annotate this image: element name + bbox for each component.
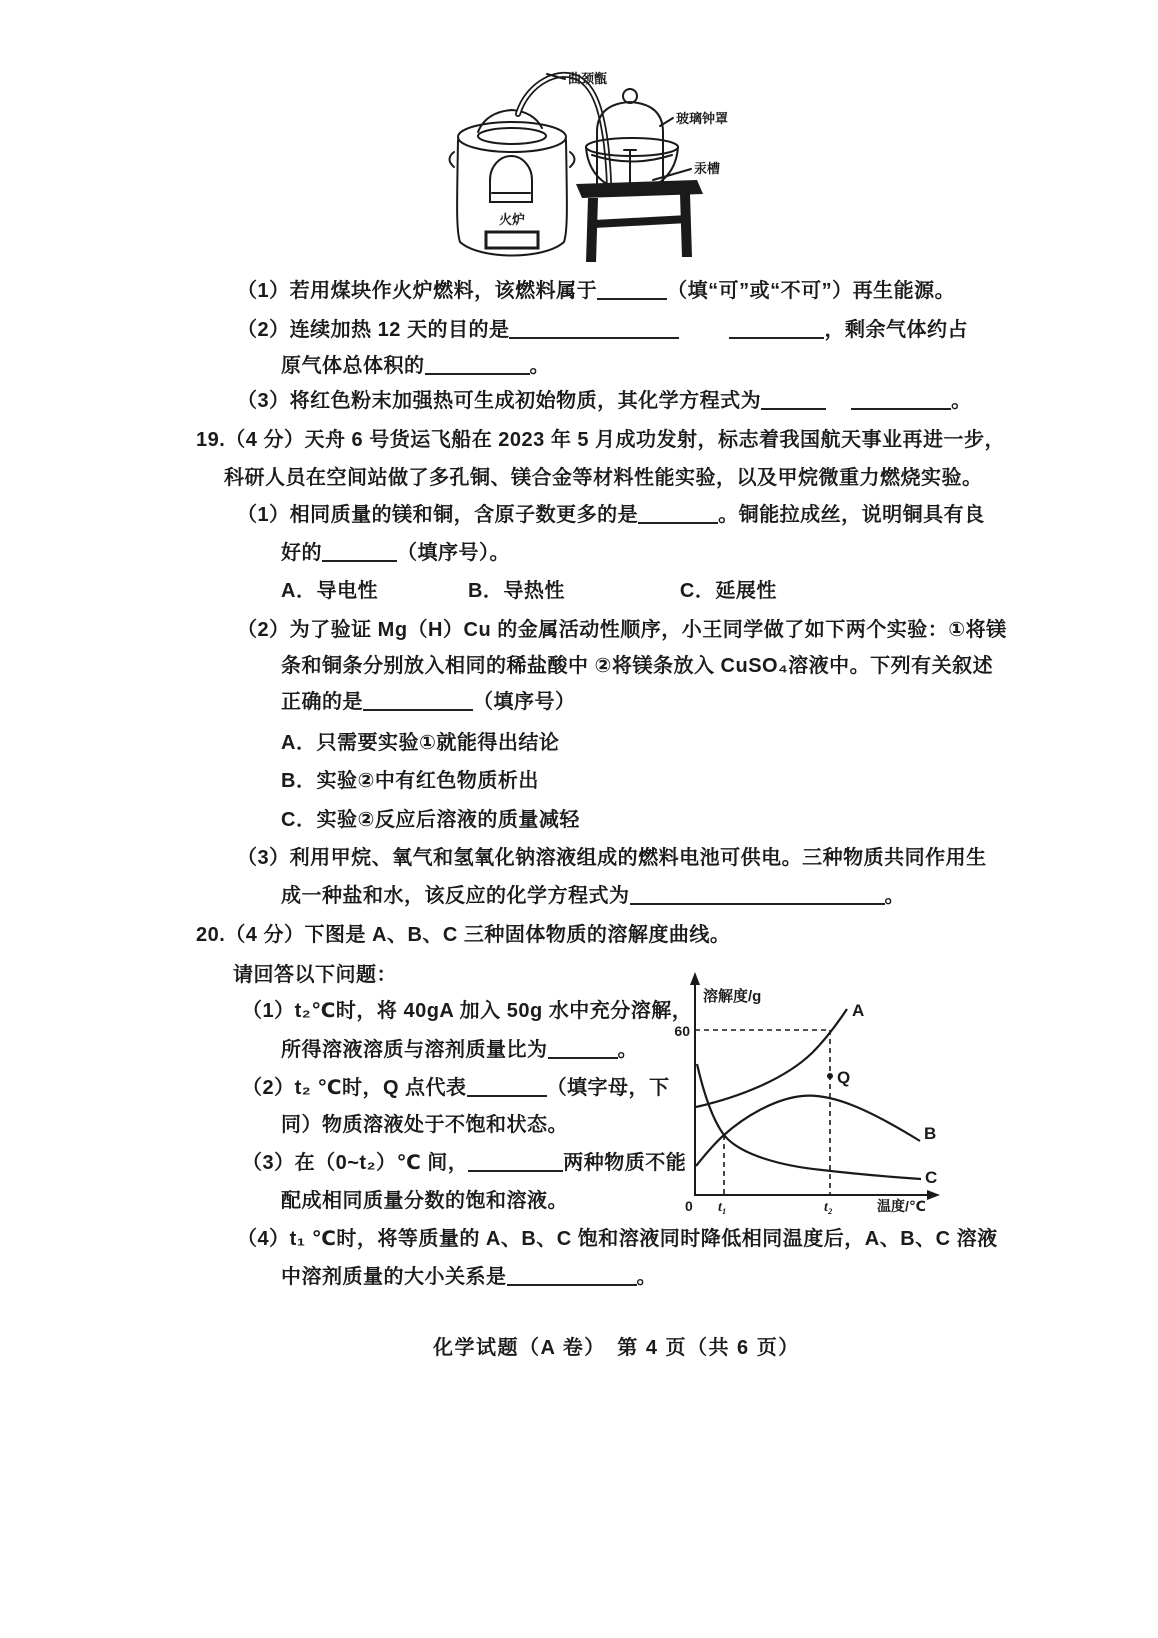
text-segment: 两种物质不能 — [563, 1152, 687, 1174]
answer-blank — [851, 390, 951, 410]
text-segment: （3）利用甲烷、氧气和氢氧化钠溶液组成的燃料电池可供电。三种物质共同作用生 — [237, 847, 987, 869]
text-segment: C．延展性 — [679, 580, 777, 602]
text-segment: （填序号） — [473, 691, 576, 713]
text-segment: 。 — [529, 355, 550, 377]
text-segment: 科研人员在空间站做了多孔铜、镁合金等材料性能实验，以及甲烷微重力燃烧实验。 — [224, 467, 983, 489]
q19-item-2-cont — [281, 654, 993, 678]
text-segment: （2）连续加热 12 天的目的是 — [237, 319, 510, 341]
text-segment: （1）若用煤块作火炉燃料，该燃料属于 — [237, 280, 598, 302]
y-axis-arrow — [690, 972, 700, 985]
text-segment: （填字母，下 — [546, 1077, 670, 1099]
furnace-label: 火炉 — [498, 212, 526, 227]
text-segment: B．导热性 — [467, 580, 565, 602]
q19-item-3-cont — [281, 884, 905, 908]
text-segment: ，剩余气体约占 — [824, 319, 968, 341]
answer-blank — [630, 885, 885, 905]
bell-jar-label: 玻璃钟罩 — [676, 111, 729, 126]
text-segment: 条和铜条分别放入相同的稀盐酸中 ②将镁条放入 CuSO₄溶液中。下列有关叙述 — [281, 655, 994, 677]
text-segment: （1）t₂℃时，将 40gA 加入 50g 水中充分溶解， — [242, 1000, 693, 1022]
answer-blank — [729, 319, 824, 339]
q20-item-2-cont — [281, 1113, 568, 1137]
trough-leader-line — [653, 169, 691, 180]
text-segment: 配成相同质量分数的饱和溶液。 — [281, 1190, 568, 1212]
x-tick-t1: t₁ — [718, 1200, 727, 1215]
text-segment: 。 — [884, 885, 905, 907]
text-segment: 好的 — [281, 542, 322, 564]
q19-item-1-cont — [281, 541, 510, 565]
answer-blank — [468, 1152, 563, 1172]
text-segment: 所得溶液溶质与溶剂质量比为 — [281, 1039, 548, 1061]
text-segment: （1）相同质量的镁和铜，含原子数更多的是 — [237, 504, 639, 526]
q20-item-1 — [242, 999, 692, 1023]
text-segment: 同）物质溶液处于不饱和状态。 — [281, 1114, 568, 1136]
text-segment: B．实验②中有红色物质析出 — [281, 770, 539, 792]
text-segment: 19.（4 分）天舟 6 号货运飞船在 2023 年 5 月成功发射，标志着我国航天事业再进一步， — [196, 429, 1006, 451]
q18-item-3 — [237, 389, 972, 413]
point-q-dot — [827, 1073, 833, 1079]
q19-item-3 — [237, 846, 987, 870]
answer-blank — [548, 1039, 618, 1059]
text-segment: C．实验②反应后溶液的质量减轻 — [281, 809, 580, 831]
q19-item-2-option-a — [281, 731, 559, 755]
text-segment: 成一种盐和水，该反应的化学方程式为 — [281, 885, 630, 907]
text-segment: （2）为了验证 Mg（H）Cu 的金属活动性顺序，小王同学做了如下两个实验：①将镁 — [237, 619, 1007, 641]
trough-label: 汞槽 — [694, 161, 721, 176]
spacer — [565, 596, 680, 597]
answer-blank — [363, 691, 473, 711]
q19-stem — [196, 428, 1005, 452]
text-segment: （4）t₁ ℃时，将等质量的 A、B、C 饱和溶液同时降低相同温度后，A、B、C 溶液 — [237, 1228, 998, 1250]
curve-c-label: C — [925, 1168, 938, 1187]
text-segment: （3）在（0~t₂）℃ 间， — [242, 1152, 469, 1174]
q19-item-1-options — [281, 579, 777, 603]
q19-stem-cont — [224, 466, 983, 490]
table-stand-drawing — [576, 180, 703, 262]
apparatus-diagram — [420, 52, 770, 270]
text-segment: （2）t₂ ℃时，Q 点代表 — [242, 1077, 467, 1099]
text-segment: A．导电性 — [281, 580, 378, 602]
q18-item-2-cont — [281, 354, 550, 378]
spacer — [378, 596, 468, 597]
curve-a-label: A — [852, 1001, 865, 1020]
retort-drawing — [478, 75, 609, 188]
spacer — [679, 335, 729, 336]
q20-item-3-cont — [281, 1189, 568, 1213]
solubility-chart — [640, 968, 952, 1228]
answer-blank — [597, 280, 667, 300]
chart-axes — [695, 980, 938, 1195]
curve-b-label: B — [924, 1124, 937, 1143]
q20-item-4-cont — [281, 1265, 657, 1289]
text-segment: （填“可”或“不可”）再生能源。 — [667, 280, 956, 302]
retort-label: 曲颈甑 — [568, 71, 608, 86]
q19-item-2-option-b — [281, 769, 539, 793]
curve-a — [696, 1009, 847, 1107]
x-tick-t2: t₂ — [824, 1200, 833, 1215]
q18-item-2 — [237, 318, 968, 342]
q19-item-2-option-c — [281, 808, 580, 832]
q19-item-2-blank — [281, 690, 576, 714]
q20-prompt — [233, 963, 397, 987]
q18-item-1 — [237, 279, 955, 303]
q20-item-3 — [242, 1151, 686, 1175]
curve-b — [696, 1096, 920, 1166]
x-axis-label: 温度/℃ — [877, 1198, 926, 1214]
text-segment: 。铜能拉成丝，说明铜具有良 — [718, 504, 985, 526]
text-segment: 。 — [951, 390, 972, 412]
page-footer: 化学试题（A 卷） 第 4 页（共 6 页） — [433, 1337, 800, 1359]
answer-blank — [638, 504, 718, 524]
q20-item-2 — [242, 1076, 670, 1100]
q20-item-1-cont — [281, 1038, 638, 1062]
q20-stem — [196, 923, 730, 947]
text-segment: 。 — [636, 1266, 657, 1288]
q19-item-1 — [237, 503, 985, 527]
text-segment: 正确的是 — [281, 691, 363, 713]
q20-item-4 — [237, 1227, 998, 1251]
q19-item-2 — [237, 618, 1007, 642]
furnace-drawing — [450, 122, 575, 256]
x-tick-0: 0 — [685, 1198, 693, 1214]
answer-blank — [761, 390, 826, 410]
text-segment: 20.（4 分）下图是 A、B、C 三种固体物质的溶解度曲线。 — [196, 924, 731, 946]
text-segment: 中溶剂质量的大小关系是 — [281, 1266, 507, 1288]
y-axis-label: 溶解度/g — [703, 988, 762, 1005]
text-segment: （填序号）。 — [397, 542, 510, 564]
y-tick-60: 60 — [674, 1023, 690, 1039]
answer-blank — [467, 1077, 547, 1097]
x-axis-arrow — [927, 1190, 940, 1200]
answer-blank — [425, 355, 530, 375]
answer-blank — [509, 319, 679, 339]
text-segment: 请回答以下问题： — [233, 964, 397, 986]
text-segment: 。 — [617, 1039, 638, 1061]
text-segment: 原气体总体积的 — [281, 355, 425, 377]
spacer — [826, 406, 851, 407]
answer-blank — [507, 1266, 637, 1286]
answer-blank — [322, 542, 397, 562]
point-q-label: Q — [837, 1068, 851, 1087]
text-segment: （3）将红色粉末加强热可生成初始物质，其化学方程式为 — [237, 390, 762, 412]
text-segment: A．只需要实验①就能得出结论 — [281, 732, 560, 754]
